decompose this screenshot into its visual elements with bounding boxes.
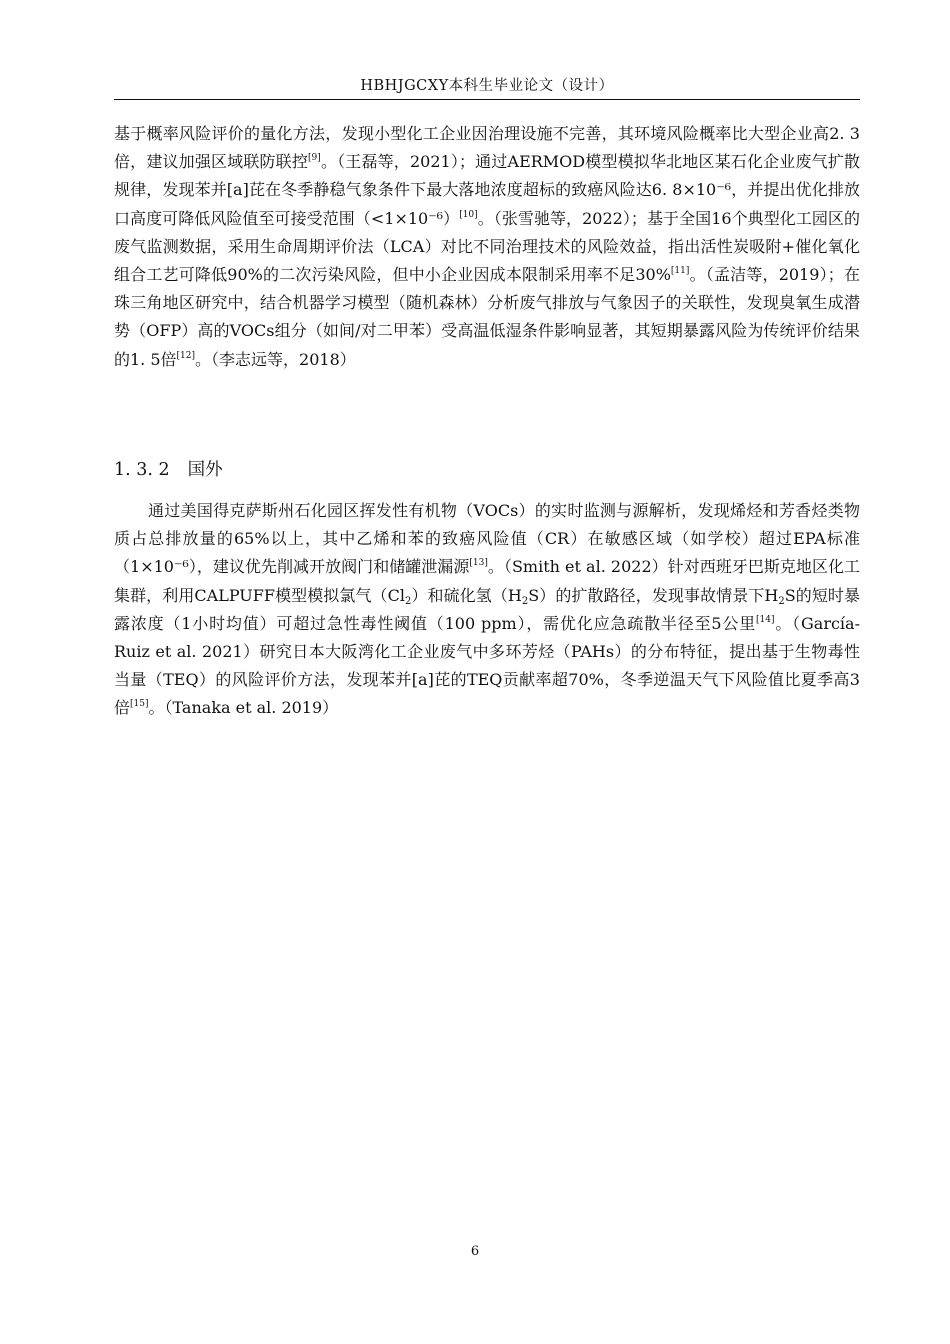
citation-ref: [12] xyxy=(176,350,196,361)
citation-ref: [9] xyxy=(308,153,321,164)
text-segment: 。（Smith et al. 2022）针对西班牙巴斯克地区化工集群，利用CALPUFF模型模拟氯气（Cl xyxy=(114,557,860,605)
text-segment: 。（Tanaka et al. 2019） xyxy=(148,698,339,718)
text-segment: S）的扩散路径，发现事故情景下H xyxy=(528,585,779,605)
subscript: 2 xyxy=(521,595,529,607)
section-heading xyxy=(114,456,223,481)
text-segment: 。（García-Ruiz et al. 2021）研究日本大阪湾化工企业废气中多环芳烃（PAHs）的分布特征，提出基于生物毒性当量（TEQ）的风险评价方法，发现苯并[a]芘的TEQ贡献率超70%，冬季逆温天气下风险值比夏季高3倍 xyxy=(114,613,860,718)
paragraph-foreign-review xyxy=(114,497,860,723)
citation-ref: [15] xyxy=(130,699,149,710)
paragraph-domestic-review xyxy=(114,120,860,374)
text-segment: 。（孟洁等，2019）；在珠三角地区研究中，结合机器学习模型（随机森林）分析废气排放与气象因子的关联性，发现臭氧生成潜势（OFP）高的VOCs组分（如间/对二甲苯）受高温低湿条件影响显著，其短期暴露风险为传统评价结果的1. 5倍 xyxy=(114,265,860,369)
text-segment: 通过美国得克萨斯州石化园区挥发性有机物（VOCs）的实时监测与源解析，发现烯烃和芳香烃类物质占总排放量的65%以上，其中乙烯和苯的致癌风险值（CR）在敏感区域（如学校）超过EPA标准（1×10⁻⁶），建议优先削减开放阀门和储罐泄漏源 xyxy=(114,501,860,577)
text-segment: 。（王磊等，2021）；通过AERMOD模型模拟华北地区某石化企业废气扩散规律，发现苯并[a]芘在冬季静稳气象条件下最大落地浓度超标的致癌风险达6. 8×10⁻⁶，并提出优化排放口高度可降低风险值至可接受范围（<1×10⁻⁶） xyxy=(114,152,860,228)
text-segment: 。（李志远等，2018） xyxy=(195,349,356,369)
citation-ref: [11] xyxy=(670,266,690,277)
text-segment: 基于概率风险评价的量化方法，发现小型化工企业因治理设施不完善，其环境风险概率比大型企业高2. 3倍，建议加强区域联防联控 xyxy=(114,124,860,172)
citation-ref: [10] xyxy=(459,209,478,220)
citation-ref: [14] xyxy=(756,614,775,625)
section-number: 1. 3. 2 xyxy=(114,460,170,480)
header-rule xyxy=(114,99,860,100)
text-segment: 。（张雪驰等，2022）；基于全国16个典型化工园区的废气监测数据，采用生命周期评价法（LCA）对比不同治理技术的风险效益，指出活性炭吸附+催化氧化组合工艺可降低90%的二次污染风险，但中小企业因成本限制采用率不足30% xyxy=(114,208,860,285)
subscript: 2 xyxy=(404,595,412,607)
subscript: 2 xyxy=(778,595,785,607)
citation-ref: [13] xyxy=(469,558,488,569)
page-number: 6 xyxy=(470,1244,480,1259)
section-title: 国外 xyxy=(187,460,223,480)
text-segment: ）和硫化氢（H xyxy=(411,585,522,605)
text-segment: S的短时暴露浓度（1小时均值）可超过急性毒性阈值（100 ppm），需优化应急疏散半径至5公里 xyxy=(114,585,860,633)
page-header: HBHJGCXY本科生毕业论文（设计） xyxy=(360,78,614,94)
